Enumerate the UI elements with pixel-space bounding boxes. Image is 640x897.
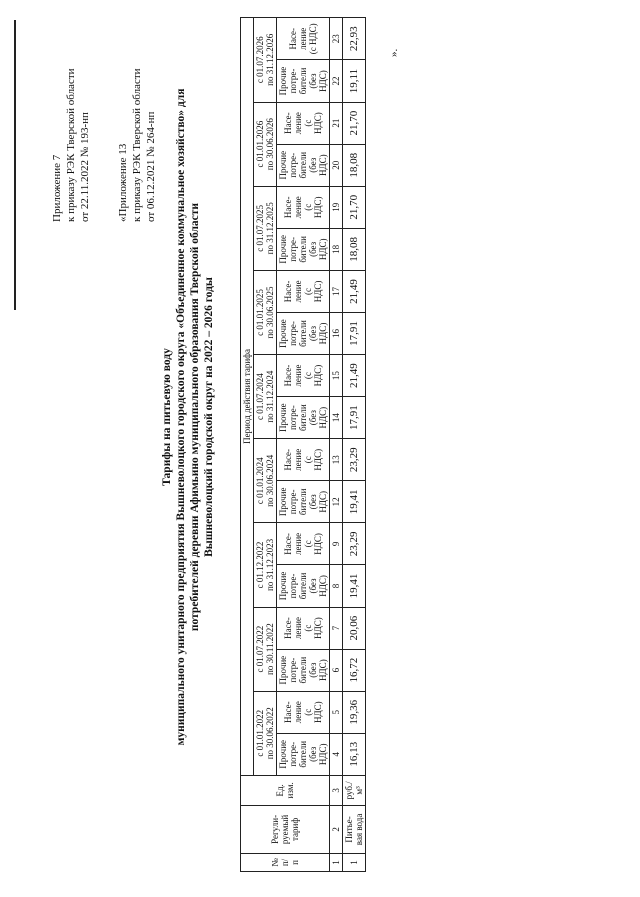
column-number: 17: [330, 270, 343, 312]
column-number: 9: [330, 523, 343, 565]
header-number: № п/ п: [241, 853, 330, 871]
title-line-3: потребителей деревни Афимьино муниципального образования Тверской области: [189, 202, 201, 632]
column-number: 22: [330, 60, 343, 102]
sub-header-population: Насе- ление (с НДС): [277, 355, 330, 397]
tariff-value: 21,49: [343, 270, 366, 312]
closing-quote: ».: [388, 48, 400, 57]
tariff-value: 17,91: [343, 397, 366, 439]
appendix-13-date: от 06.12.2021 № 264-нп: [145, 111, 157, 222]
tariff-value: 23,29: [343, 439, 366, 481]
column-number: 3: [330, 775, 343, 805]
column-number: 21: [330, 102, 343, 144]
period-header: с 01.07.2024 по 31.12.2024: [254, 355, 277, 439]
period-header: с 01.01.2024 по 30.06.2024: [254, 439, 277, 523]
column-number: 7: [330, 607, 343, 649]
sub-header-population: Насе- ление (с НДС): [277, 691, 330, 733]
header-period: Период действия тарифа: [241, 18, 254, 776]
period-header: с 01.01.2025 по 30.06.2025: [254, 270, 277, 354]
sub-header-population: Насе- ление (с НДС): [277, 523, 330, 565]
sub-header-other: Прочие потре- бители (без НДС): [277, 144, 330, 186]
tariff-value: 18,08: [343, 144, 366, 186]
column-number: 5: [330, 691, 343, 733]
title-line-2: муниципального унитарного предприятия Вышневолоцкого городского округа «Объединенное коммунальное хозяйство» для: [175, 88, 187, 746]
period-header: с 01.07.2025 по 31.12.2025: [254, 186, 277, 270]
title-line-1: Тарифы на питьевую воду: [161, 348, 173, 486]
sub-header-other: Прочие потре- бители (без НДС): [277, 397, 330, 439]
table-header-row-2: [254, 18, 277, 872]
sub-header-population: Насе- ление (с НДС): [277, 102, 330, 144]
column-number: 4: [330, 733, 343, 775]
row-number: 1: [343, 853, 366, 871]
tariff-value: 19,41: [343, 481, 366, 523]
header-tariff: Регули- руемый тариф: [241, 805, 330, 853]
tariff-value: 17,91: [343, 312, 366, 354]
sub-header-population: Насе- ление (с НДС): [277, 18, 330, 61]
tariff-value: 18,08: [343, 228, 366, 270]
appendix-7-header: [50, 22, 92, 222]
period-header: с 01.01.2026 по 30.06.2026: [254, 102, 277, 186]
sub-header-population: Насе- ление (с НДС): [277, 270, 330, 312]
appendix-7-date: от 22.11.2022 № 193-нп: [79, 112, 91, 222]
sub-header-other: Прочие потре- бители (без НДС): [277, 481, 330, 523]
column-number: 20: [330, 144, 343, 186]
title-line-4: Вышневолоцкий городской округ на 2022 – 2026 годы: [203, 277, 215, 557]
column-number: 18: [330, 228, 343, 270]
tariff-value: 21,70: [343, 102, 366, 144]
sub-header-population: Насе- ление (с НДС): [277, 186, 330, 228]
tariff-value: 16,13: [343, 733, 366, 775]
row-tariff-name: Питье- вая вода: [343, 805, 366, 853]
table-header-row-1: [241, 18, 254, 872]
column-number: 12: [330, 481, 343, 523]
column-number: 8: [330, 565, 343, 607]
tariff-value: 19,36: [343, 691, 366, 733]
sub-header-other: Прочие потре- бители (без НДС): [277, 60, 330, 102]
appendix-13-order: к приказу РЭК Тверской области: [131, 68, 143, 222]
sub-header-population: Насе- ление (с НДС): [277, 439, 330, 481]
period-header: с 01.01.2022 по 30.06.2022: [254, 691, 277, 775]
tariff-value: 23,29: [343, 523, 366, 565]
column-number: 19: [330, 186, 343, 228]
table-header-row-3: [277, 18, 330, 872]
sub-header-population: Насе- ление (с НДС): [277, 607, 330, 649]
row-unit: руб./ м³: [343, 775, 366, 805]
column-number-row: [330, 18, 343, 872]
column-number: 15: [330, 355, 343, 397]
sub-header-other: Прочие потре- бители (без НДС): [277, 649, 330, 691]
column-number: 13: [330, 439, 343, 481]
document-title: [160, 87, 216, 747]
tariff-value: 16,72: [343, 649, 366, 691]
column-number: 16: [330, 312, 343, 354]
appendix-13-header: [116, 22, 158, 222]
tariff-value: 20,06: [343, 607, 366, 649]
sub-header-other: Прочие потре- бители (без НДС): [277, 312, 330, 354]
table-row: [343, 18, 366, 872]
period-header: с 01.07.2022 по 30.11.2022: [254, 607, 277, 691]
period-header: с 01.07.2026 по 31.12.2026: [254, 18, 277, 103]
column-number: 2: [330, 805, 343, 853]
sub-header-other: Прочие потре- бители (без НДС): [277, 565, 330, 607]
tariff-value: 19,41: [343, 565, 366, 607]
tariff-value: 21,70: [343, 186, 366, 228]
sub-header-other: Прочие потре- бители (без НДС): [277, 228, 330, 270]
column-number: 23: [330, 18, 343, 61]
column-number: 14: [330, 397, 343, 439]
tariff-value: 21,49: [343, 355, 366, 397]
period-header: с 01.12.2022 по 31.12.2023: [254, 523, 277, 607]
appendix-13-line: «Приложение 13: [117, 143, 129, 222]
tariff-value: 22,93: [343, 18, 366, 61]
column-number: 6: [330, 649, 343, 691]
sub-header-other: Прочие потре- бители (без НДС): [277, 733, 330, 775]
tariff-value: 19,11: [343, 60, 366, 102]
appendix-7-line: Приложение 7: [51, 154, 63, 222]
header-unit: Ед. изм.: [241, 775, 330, 805]
appendix-7-order: к приказу РЭК Тверской области: [65, 68, 77, 222]
column-number: 1: [330, 853, 343, 871]
tariff-table: [240, 17, 366, 872]
